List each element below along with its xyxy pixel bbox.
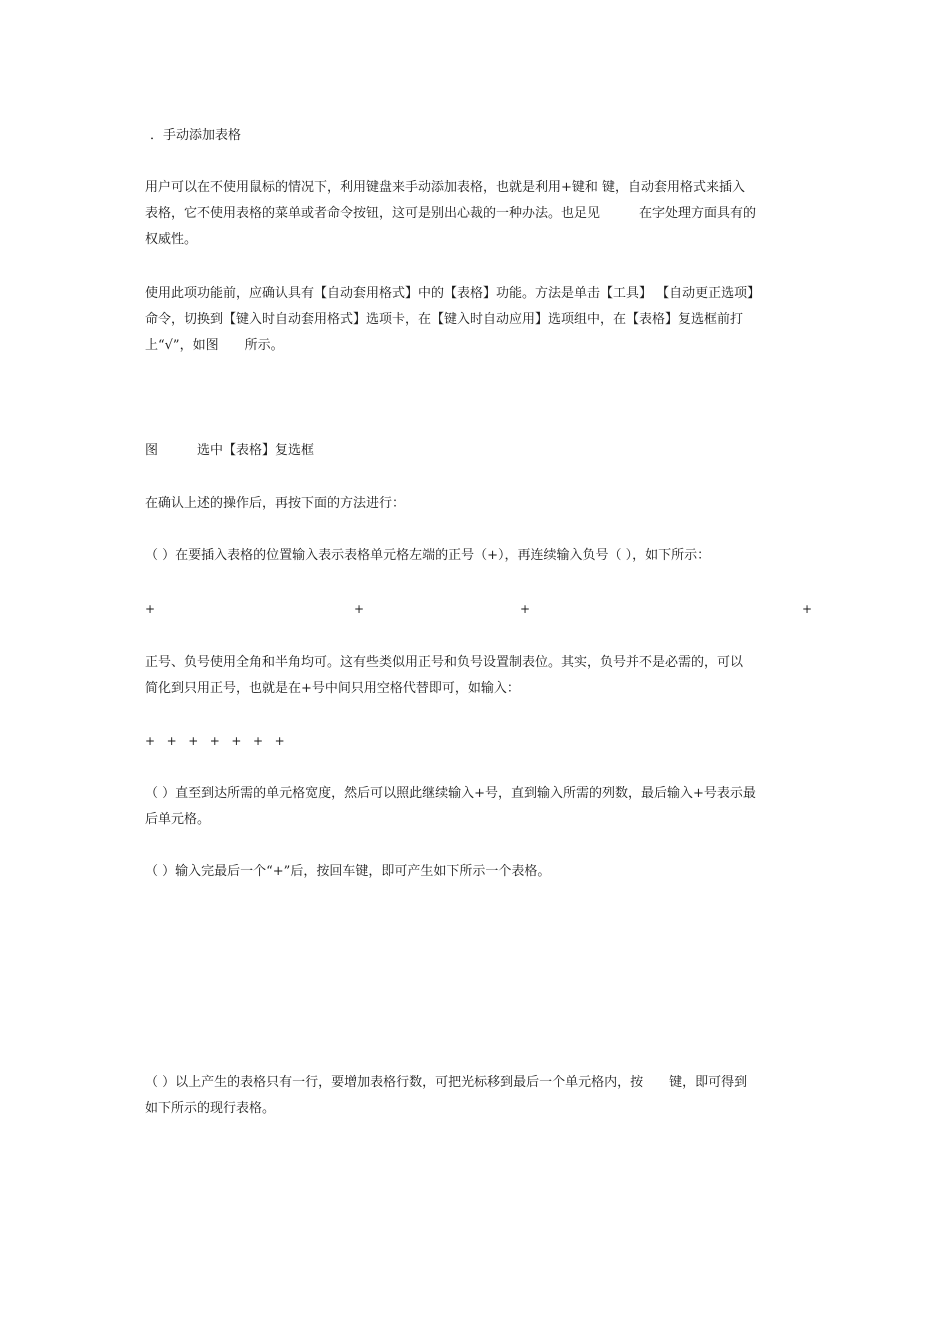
plus-row-simplified [145,733,296,749]
plus-sign: + [188,734,199,748]
paragraph-line: 简化到只用正号，也就是在+号中间只用空格代替即可，如输入： [145,681,520,696]
plus-sign: + [145,734,156,748]
plus-sign: + [274,734,285,748]
step-line: （ ）以上产生的表格只有一行，要增加表格行数，可把光标移到最后一个单元格内，按 键，即可得到 [145,1075,748,1090]
paragraph-line: 表格，它不使用表格的菜单或者命令按钮，这可是别出心裁的一种办法。也足见 在字处理方面具有的 [145,206,757,221]
paragraph-line: 使用此项功能前，应确认具有【自动套用格式】中的【表格】功能。方法是单击【工具】 【自动更正选项】 [145,286,761,301]
plus-sign: + [520,602,531,616]
step-line: （ ）在要插入表格的位置输入表示表格单元格左端的正号（+），再连续输入负号（ ），如下所示： [145,548,711,563]
section-heading: ．手动添加表格 [150,128,242,143]
paragraph-line: 上“√”，如图 所示。 [145,338,284,353]
plus-sign: + [354,602,365,616]
figure-caption: 图 选中【表格】复选框 [145,443,315,458]
plus-sign: + [166,734,177,748]
step-line: 后单元格。 [145,812,211,827]
plus-sign: + [145,602,156,616]
plus-sign: + [252,734,264,748]
plus-sign: + [802,602,813,616]
paragraph-line: 权威性。 [145,232,198,247]
plus-sign: + [231,734,242,748]
step-line: （ ）直至到达所需的单元格宽度，然后可以照此继续输入+号，直到输入所需的列数，最后输入+号表示最 [145,786,756,801]
plus-sign: + [209,734,220,748]
paragraph-line: 正号、负号使用全角和半角均可。这有些类似用正号和负号设置制表位。其实，负号并不是必需的，可以 [145,655,744,670]
paragraph-line: 在确认上述的操作后，再按下面的方法进行： [145,496,406,511]
paragraph-line: 命令，切换到【键入时自动套用格式】选项卡，在【键入时自动应用】选项组中，在【表格】复选框前打 [145,312,744,327]
paragraph-line: 用户可以在不使用鼠标的情况下，利用键盘来手动添加表格，也就是利用+键和 键，自动套用格式来插入 [145,180,746,195]
step-line: （ ）输入完最后一个“+”后，按回车键，即可产生如下所示一个表格。 [145,864,551,879]
step-line: 如下所示的现行表格。 [145,1101,276,1116]
